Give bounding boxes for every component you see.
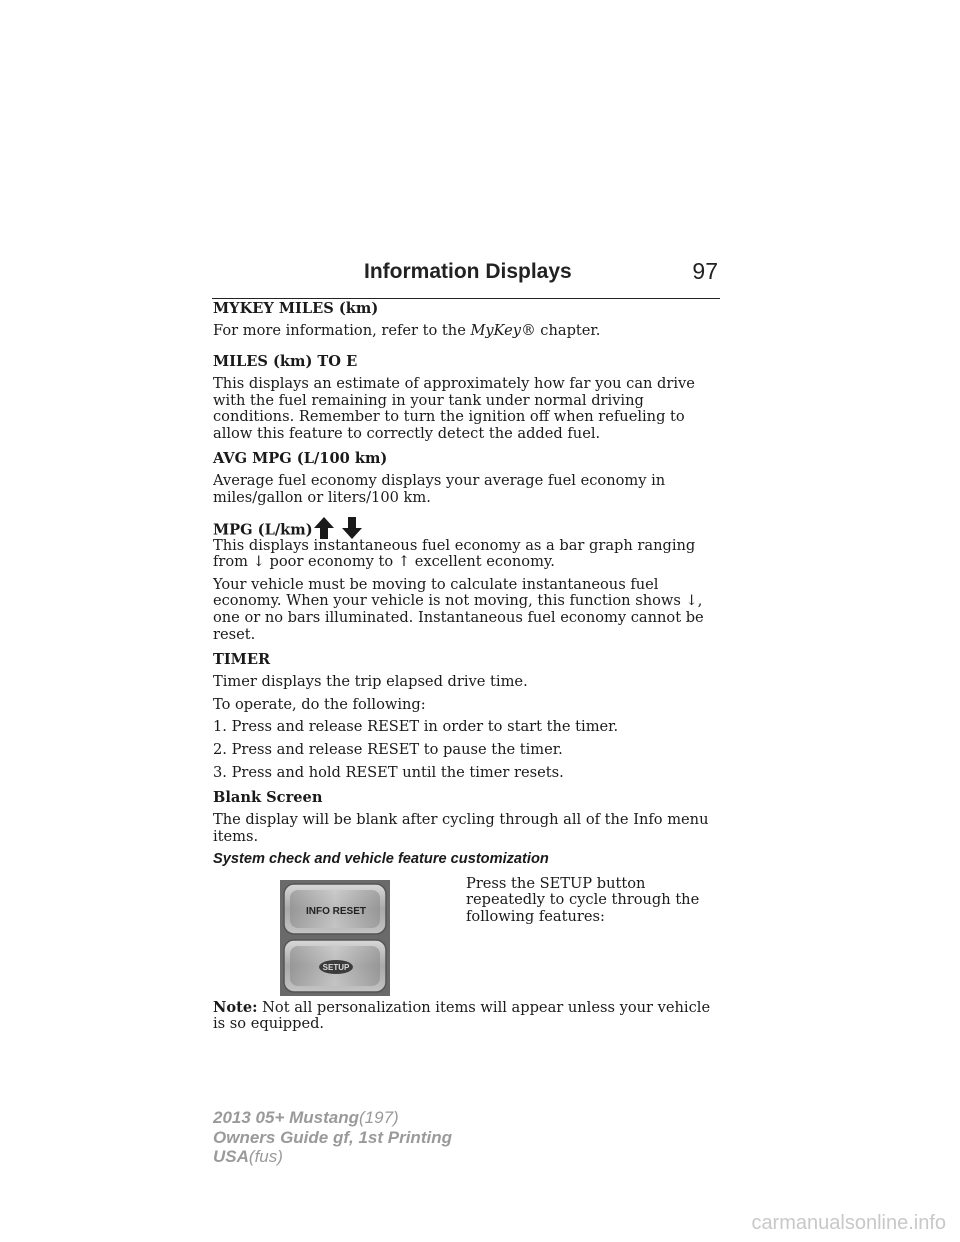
timer-step-3: 3. Press and hold RESET until the timer resets. (213, 763, 564, 781)
down-arrow-glyph: ↓ (252, 553, 265, 571)
header-title: Information Displays (364, 260, 572, 283)
footer-code: (197) (359, 1108, 399, 1127)
footer-line-2: Owners Guide gf, 1st Printing (213, 1127, 452, 1147)
footer-model: 2013 05+ Mustang (213, 1108, 359, 1127)
heading-avg-mpg: AVG MPG (L/100 km) (213, 450, 388, 468)
miles-to-e-paragraph: This displays an estimate of approximately how far you can drive with the fuel remaining in your tank under normal driving conditions. Remember to turn the ignition off when refueling to allow this feature to correctly detect the added fuel. (213, 375, 695, 442)
mykey-text-after: ® chapter. (521, 322, 601, 339)
setup-button-label: SETUP (322, 962, 350, 972)
note-label: Note: (213, 998, 258, 1016)
heading-mykey-miles: MYKEY MILES (km) (213, 300, 379, 317)
mpg-text1-b: poor economy to (264, 553, 398, 571)
mpg-paragraph-1 (213, 538, 723, 571)
up-arrow-glyph: ↑ (397, 553, 411, 571)
mpg-text1-c: excellent economy. (410, 553, 555, 571)
info-reset-setup-buttons-image (280, 880, 390, 996)
mpg-paragraph-2 (213, 577, 723, 643)
blank-screen-paragraph: The display will be blank after cycling through all of the Info menu items. (213, 811, 709, 845)
timer-step-2: 2. Press and release RESET to pause the timer. (213, 740, 563, 758)
footer-region-code: (fus) (248, 1147, 283, 1166)
watermark: carmanualsonline.info (751, 1212, 946, 1234)
timer-intro: To operate, do the following: (213, 695, 426, 713)
setup-instructions: Press the SETUP button repeatedly to cycle through the following features: (466, 874, 700, 926)
mykey-text-before: For more information, refer to the (213, 322, 471, 339)
mykey-link-text: MyKey (470, 322, 522, 339)
heading-mpg (213, 513, 723, 538)
footer-line-1 (213, 1108, 452, 1128)
down-arrow-glyph-2: ↓ (685, 592, 698, 610)
page-number: 97 (692, 258, 718, 284)
mpg-text2-b: , one or no bars illuminated. Instantaneous fuel economy cannot be reset. (213, 592, 704, 643)
footer-line-3 (213, 1147, 452, 1167)
footer-region: USA (213, 1147, 249, 1166)
page-body (213, 298, 723, 1039)
subheading-system-check: System check and vehicle feature customization (213, 851, 549, 868)
heading-miles-to-e: MILES (km) TO E (213, 353, 358, 370)
timer-paragraph: Timer displays the trip elapsed drive time. (213, 673, 528, 691)
print-footer (213, 1108, 452, 1167)
mykey-paragraph (213, 323, 723, 345)
avg-mpg-paragraph: Average fuel economy displays your average fuel economy in miles/gallon or liters/100 km. (213, 472, 666, 506)
heading-blank-screen: Blank Screen (213, 789, 323, 807)
heading-timer: TIMER (213, 651, 271, 669)
info-reset-button-label: INFO RESET (305, 905, 367, 917)
note-text: Not all personalization items will appear unless your vehicle is so equipped. (213, 998, 711, 1033)
mpg-heading-text: MPG (L/km) (213, 520, 313, 538)
note-paragraph (213, 1000, 723, 1033)
mpg-text1-a: This displays instantaneous fuel economy as a bar graph ranging from (213, 536, 696, 571)
timer-step-1: 1. Press and release RESET in order to start the timer. (213, 718, 619, 736)
setup-feature-block (213, 876, 723, 1000)
page-header (212, 258, 720, 299)
mpg-text2-a: Your vehicle must be moving to calculate instantaneous fuel economy. When your vehicle is not moving, this function shows (213, 575, 686, 610)
